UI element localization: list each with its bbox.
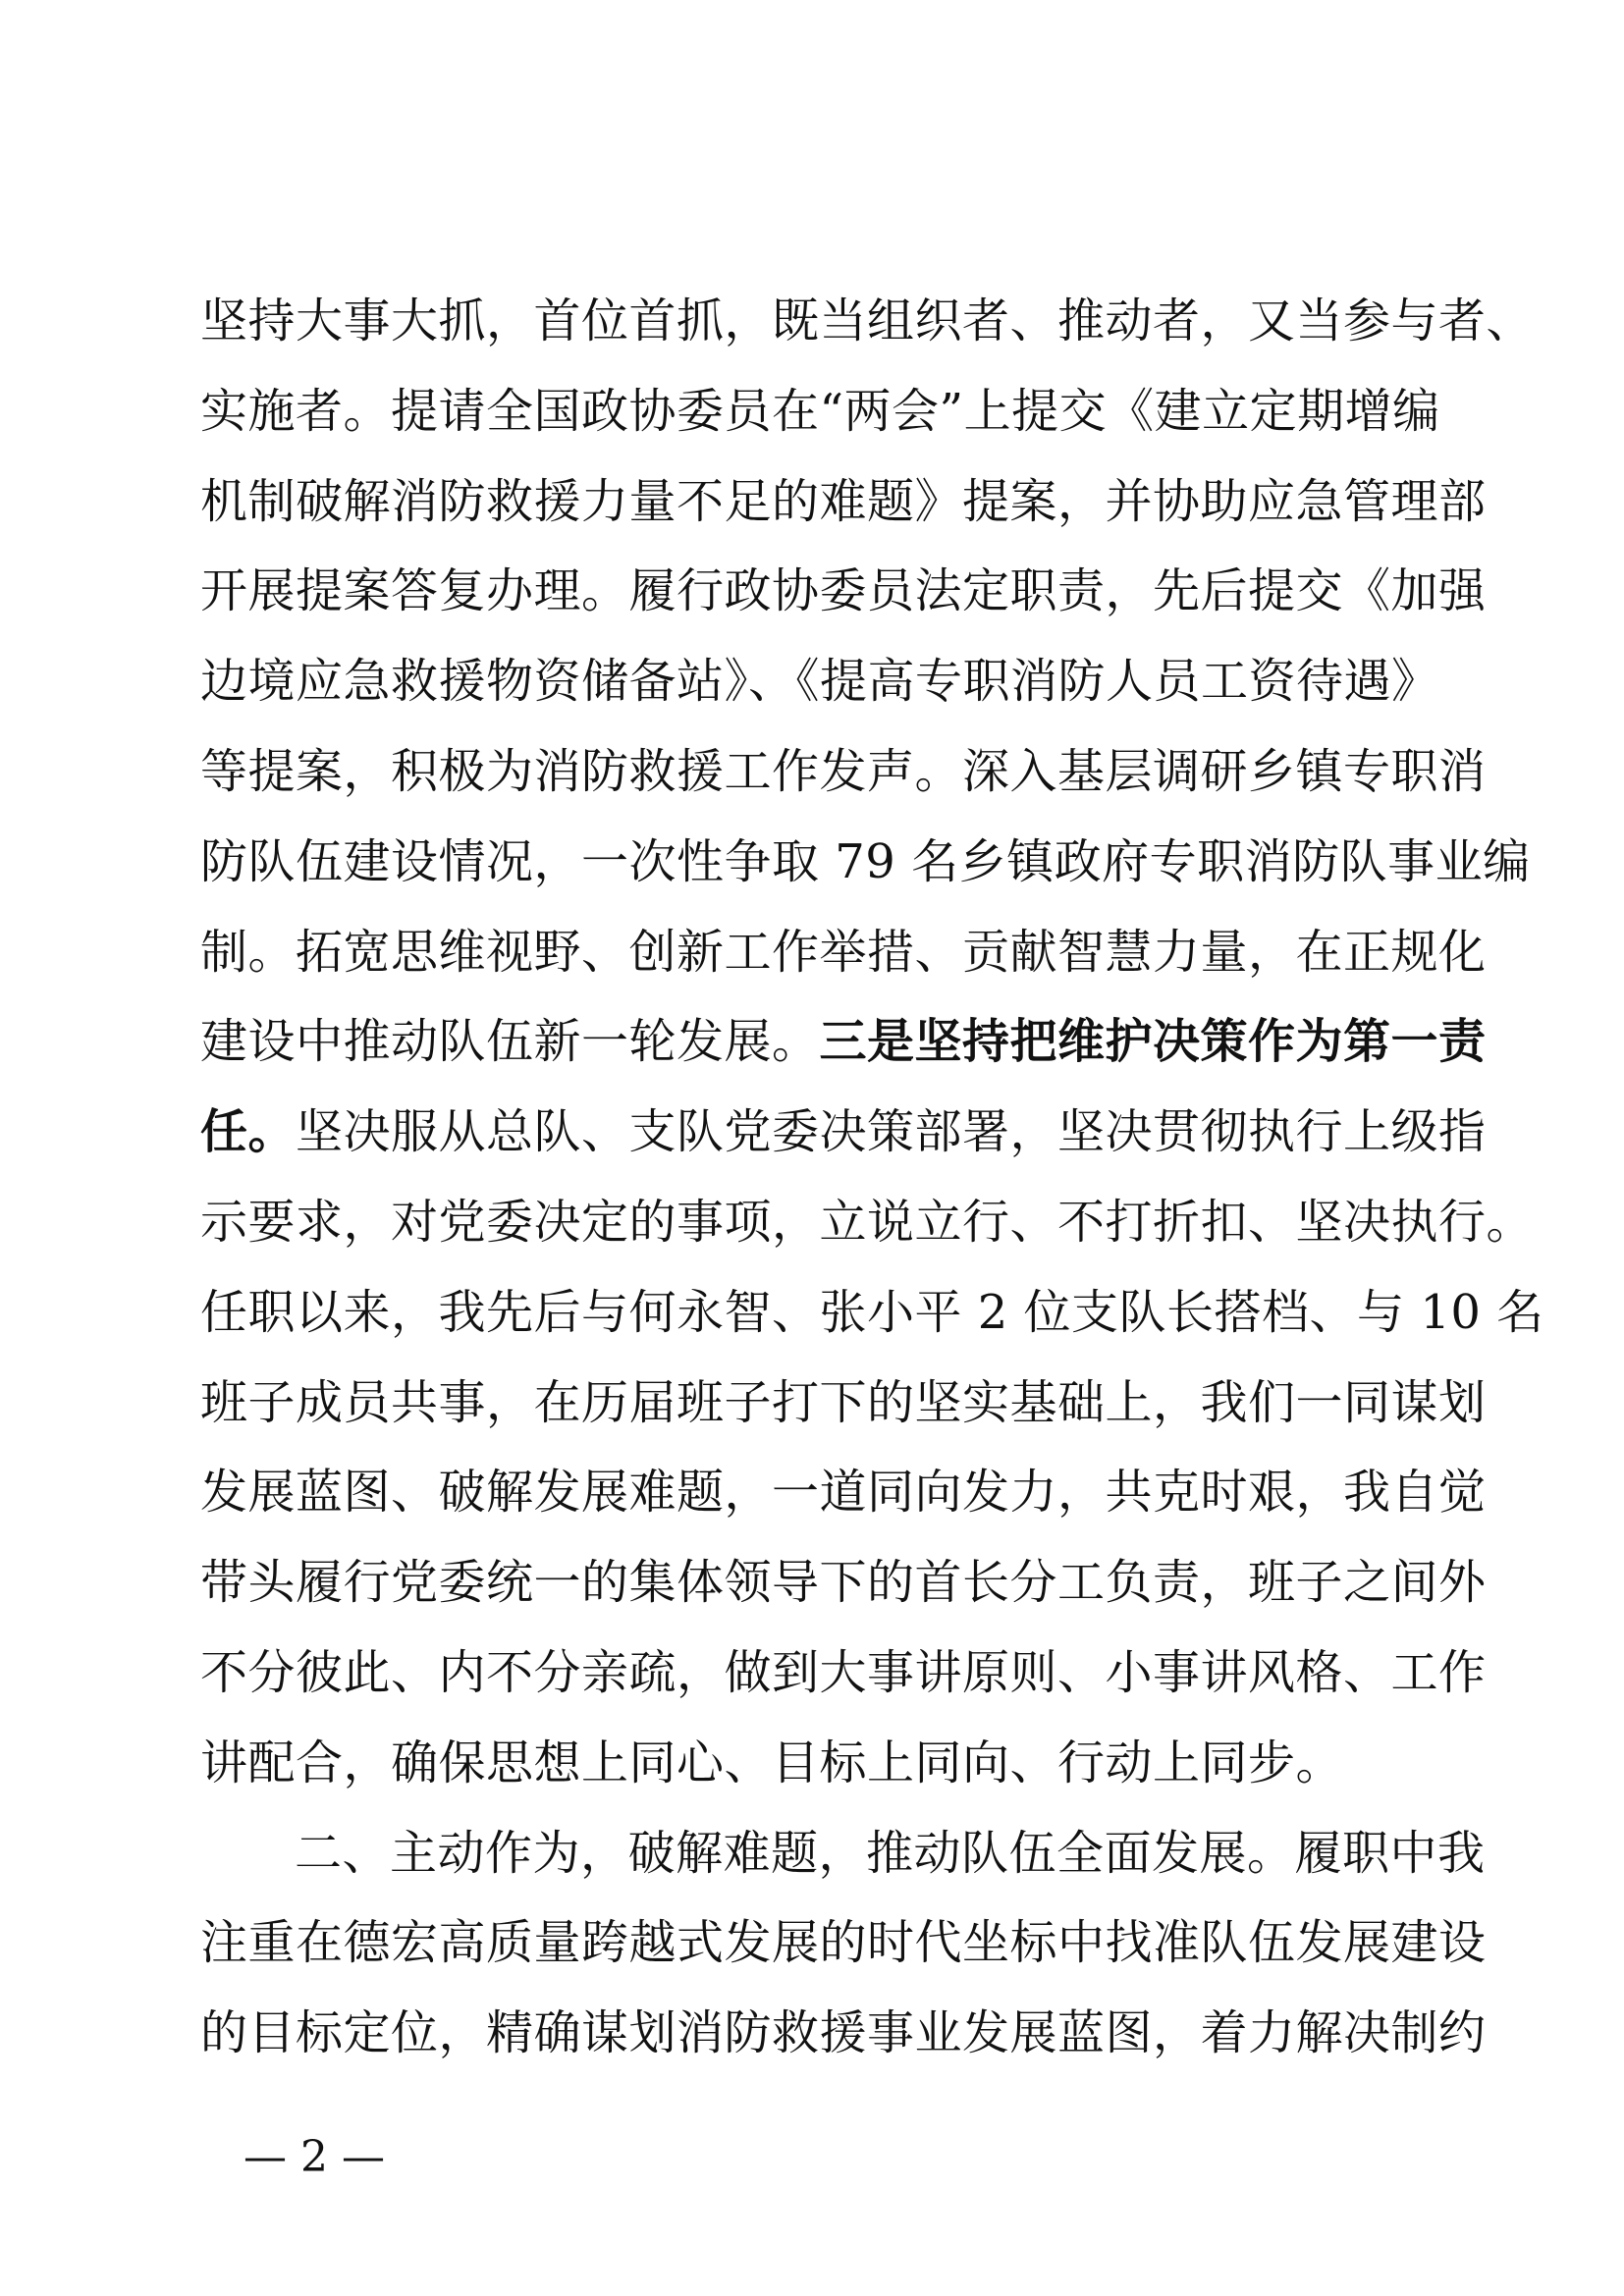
- text-line-1: 坚持大事大抓，首位首抓，既当组织者、推动者，又当参与者、: [200, 294, 1535, 348]
- text-line-9: [200, 997, 1487, 1088]
- text-line-14: 发展蓝图、破解发展难题，一道同向发力，共克时艰，我自觉: [200, 1465, 1487, 1521]
- text-line-12: 任职以来，我先后与何永智、张小平 2 位支队长搭档、与 10 名: [200, 1284, 1544, 1340]
- text-line-2: 实施者。提请全国政协委员在“两会”上提交《建立定期增编: [200, 383, 1440, 439]
- text-line-18: 二、主动作为，破解难题，推动队伍全面发展。履职中我: [295, 1825, 1486, 1881]
- text-line-16: 不分彼此、内不分亲疏，做到大事讲原则、小事讲风格、工作: [200, 1644, 1487, 1700]
- text-line-9-regular: 建设中推动队伍新一轮发展。: [200, 1014, 820, 1070]
- text-line-19: 注重在德宏高质量跨越式发展的时代坐标中找准队伍发展建设: [200, 1915, 1487, 1971]
- text-line-15: 带头履行党委统一的集体领导下的首长分工负责，班子之间外: [200, 1555, 1487, 1611]
- text-line-4: 开展提案答复办理。履行政协委员法定职责，先后提交《加强: [200, 563, 1487, 619]
- text-line-20: 的目标定位，精确谋划消防救援事业发展蓝图，着力解决制约: [200, 2005, 1487, 2061]
- text-line-17: 讲配合，确保思想上同心、目标上同向、行动上同步。: [200, 1735, 1344, 1790]
- text-line-8: 制。拓宽思维视野、创新工作举措、贡献智慧力量，在正规化: [200, 924, 1487, 980]
- text-line-10: [200, 1088, 1487, 1178]
- text-line-11: 示要求，对党委决定的事项，立说立行、不打折扣、坚决执行。: [200, 1194, 1535, 1250]
- page-number: — 2 —: [244, 2132, 385, 2182]
- text-line-5: 边境应急救援物资储备站》、《提高专职消防人员工资待遇》: [200, 654, 1439, 710]
- text-line-7: 防队伍建设情况，一次性争取 79 名乡镇政府专职消防队事业编: [200, 833, 1531, 889]
- text-line-13: 班子成员共事，在历届班子打下的坚实基础上，我们一同谋划: [200, 1374, 1487, 1430]
- text-line-10-regular: 坚决服从总队、支队党委决策部署，坚决贯彻执行上级指: [296, 1104, 1487, 1160]
- section-heading-3: 三是坚持把维护决策作为第一责: [819, 1014, 1487, 1070]
- text-line-6: 等提案，积极为消防救援工作发声。深入基层调研乡镇专职消: [200, 743, 1487, 799]
- text-line-3: 机制破解消防救援力量不足的难题》提案，并协助应急管理部: [200, 473, 1487, 529]
- body-text: [200, 277, 1544, 2079]
- section-heading-3-end: 任。: [200, 1104, 297, 1160]
